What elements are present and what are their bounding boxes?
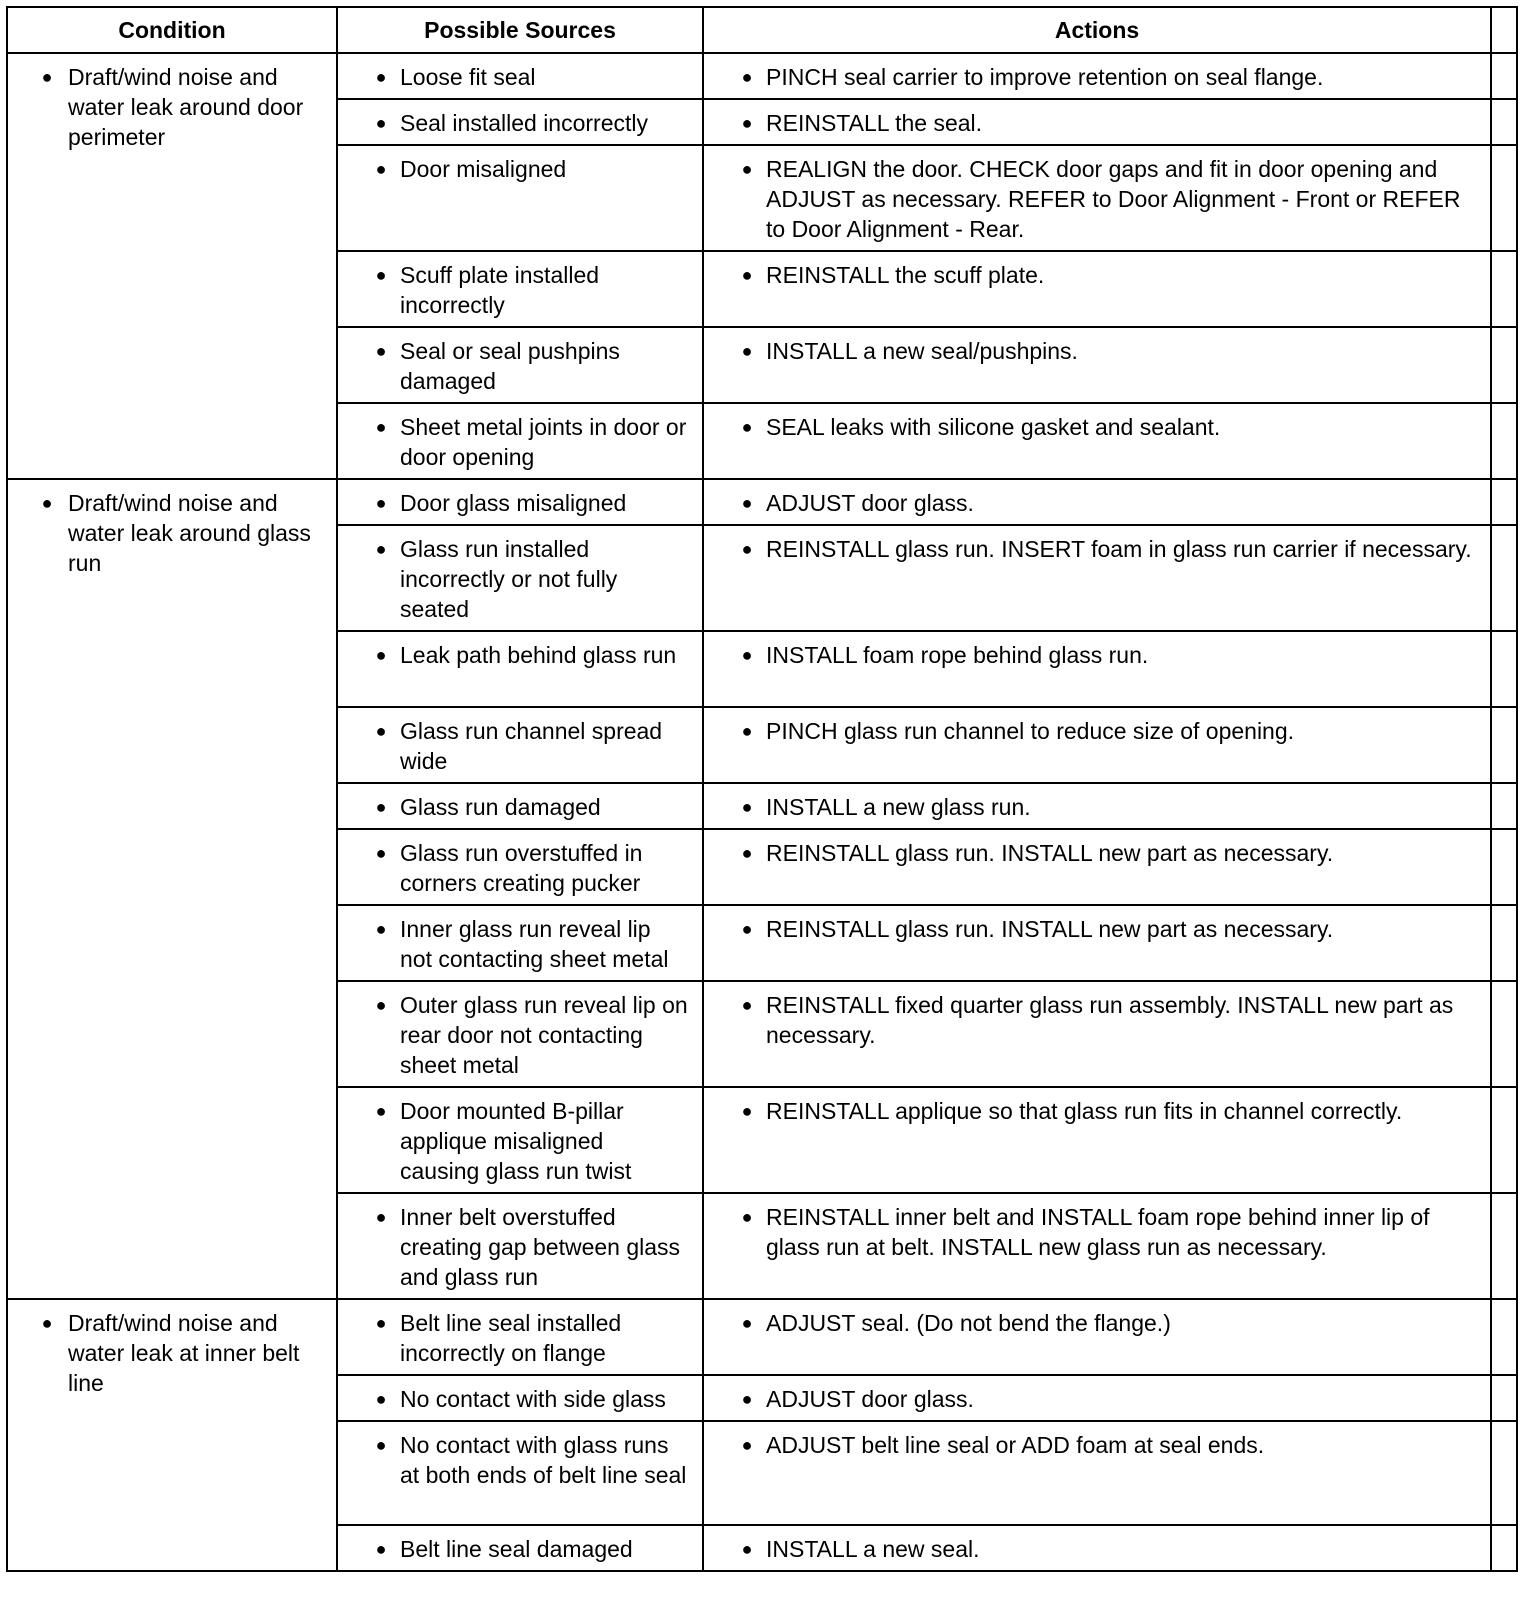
bullet-icon: ● bbox=[741, 919, 753, 939]
action-cell bbox=[703, 525, 1491, 631]
blank-cell bbox=[1491, 707, 1517, 783]
action-cell bbox=[703, 403, 1491, 479]
bullet-icon: ● bbox=[375, 1539, 387, 1559]
source-text: Glass run damaged bbox=[400, 794, 601, 820]
action-item bbox=[704, 838, 1476, 868]
bullet-icon: ● bbox=[741, 1207, 753, 1227]
action-item bbox=[704, 990, 1476, 1050]
source-item bbox=[338, 1096, 688, 1186]
action-text: SEAL leaks with silicone gasket and sealant. bbox=[766, 414, 1221, 440]
action-text: INSTALL a new seal. bbox=[766, 1536, 980, 1562]
action-cell bbox=[703, 707, 1491, 783]
bullet-icon: ● bbox=[375, 159, 387, 179]
action-item bbox=[704, 1308, 1476, 1338]
action-text: ADJUST door glass. bbox=[766, 490, 974, 516]
bullet-icon: ● bbox=[375, 493, 387, 513]
action-text: ADJUST belt line seal or ADD foam at seal ends. bbox=[766, 1432, 1265, 1458]
action-text: INSTALL a new glass run. bbox=[766, 794, 1031, 820]
action-cell bbox=[703, 1299, 1491, 1375]
action-text: REINSTALL applique so that glass run fits in channel correctly. bbox=[766, 1098, 1403, 1124]
bullet-icon: ● bbox=[375, 1313, 387, 1333]
source-cell bbox=[337, 479, 703, 525]
source-cell bbox=[337, 829, 703, 905]
condition-text: Draft/wind noise and water leak around glass run bbox=[68, 490, 311, 576]
source-text: Glass run installed incorrectly or not fully seated bbox=[400, 536, 618, 622]
bullet-icon: ● bbox=[741, 113, 753, 133]
bullet-icon: ● bbox=[375, 721, 387, 741]
source-text: Belt line seal damaged bbox=[400, 1536, 633, 1562]
source-item bbox=[338, 640, 688, 670]
blank-cell bbox=[1491, 479, 1517, 525]
bullet-icon: ● bbox=[741, 721, 753, 741]
action-item bbox=[704, 154, 1476, 244]
source-cell bbox=[337, 1375, 703, 1421]
action-item bbox=[704, 108, 1476, 138]
source-text: Belt line seal installed incorrectly on flange bbox=[400, 1310, 622, 1366]
source-text: Scuff plate installed incorrectly bbox=[400, 262, 600, 318]
action-cell bbox=[703, 981, 1491, 1087]
table-row bbox=[7, 479, 1517, 525]
blank-cell bbox=[1491, 1193, 1517, 1299]
blank-cell bbox=[1491, 1525, 1517, 1571]
header-possible-sources: Possible Sources bbox=[337, 7, 703, 53]
blank-cell bbox=[1491, 53, 1517, 99]
bullet-icon: ● bbox=[375, 1435, 387, 1455]
source-item bbox=[338, 990, 688, 1080]
action-cell bbox=[703, 1193, 1491, 1299]
bullet-icon: ● bbox=[375, 1101, 387, 1121]
blank-cell bbox=[1491, 327, 1517, 403]
condition-cell bbox=[7, 1299, 337, 1571]
action-item bbox=[704, 640, 1476, 670]
source-text: Leak path behind glass run bbox=[400, 642, 677, 668]
bullet-icon: ● bbox=[375, 1389, 387, 1409]
action-text: PINCH seal carrier to improve retention on seal flange. bbox=[766, 64, 1324, 90]
bullet-icon: ● bbox=[375, 67, 387, 87]
source-cell bbox=[337, 905, 703, 981]
action-cell bbox=[703, 479, 1491, 525]
source-cell bbox=[337, 145, 703, 251]
source-cell bbox=[337, 783, 703, 829]
blank-cell bbox=[1491, 403, 1517, 479]
bullet-icon: ● bbox=[375, 843, 387, 863]
header-condition: Condition bbox=[7, 7, 337, 53]
action-item bbox=[704, 1096, 1476, 1126]
action-item bbox=[704, 336, 1476, 366]
source-text: Inner belt overstuffed creating gap between glass and glass run bbox=[400, 1204, 681, 1290]
action-item bbox=[704, 914, 1476, 944]
action-cell bbox=[703, 327, 1491, 403]
source-cell bbox=[337, 1299, 703, 1375]
bullet-icon: ● bbox=[41, 1313, 53, 1333]
bullet-icon: ● bbox=[375, 919, 387, 939]
blank-cell bbox=[1491, 1375, 1517, 1421]
source-text: Door mounted B-pillar applique misaligned causing glass run twist bbox=[400, 1098, 632, 1184]
action-cell bbox=[703, 1087, 1491, 1193]
blank-cell bbox=[1491, 981, 1517, 1087]
action-cell bbox=[703, 783, 1491, 829]
source-cell bbox=[337, 1193, 703, 1299]
action-cell bbox=[703, 53, 1491, 99]
table-row bbox=[7, 1299, 1517, 1375]
source-cell bbox=[337, 707, 703, 783]
blank-cell bbox=[1491, 1299, 1517, 1375]
action-item bbox=[704, 62, 1476, 92]
bullet-icon: ● bbox=[375, 645, 387, 665]
bullet-icon: ● bbox=[741, 797, 753, 817]
action-item bbox=[704, 1534, 1476, 1564]
source-text: Door misaligned bbox=[400, 156, 567, 182]
source-cell bbox=[337, 525, 703, 631]
condition-item bbox=[8, 62, 322, 152]
source-item bbox=[338, 336, 688, 396]
action-text: PINCH glass run channel to reduce size of opening. bbox=[766, 718, 1295, 744]
source-text: Seal installed incorrectly bbox=[400, 110, 649, 136]
bullet-icon: ● bbox=[741, 159, 753, 179]
header-actions: Actions bbox=[703, 7, 1491, 53]
bullet-icon: ● bbox=[741, 1313, 753, 1333]
bullet-icon: ● bbox=[741, 1539, 753, 1559]
bullet-icon: ● bbox=[741, 67, 753, 87]
action-item bbox=[704, 716, 1476, 746]
source-text: Outer glass run reveal lip on rear door not contacting sheet metal bbox=[400, 992, 688, 1078]
source-item bbox=[338, 260, 688, 320]
source-text: No contact with glass runs at both ends of belt line seal bbox=[400, 1432, 687, 1488]
source-cell bbox=[337, 53, 703, 99]
header-blank bbox=[1491, 7, 1517, 53]
action-cell bbox=[703, 1375, 1491, 1421]
action-item bbox=[704, 412, 1476, 442]
source-text: Glass run overstuffed in corners creating pucker bbox=[400, 840, 643, 896]
action-cell bbox=[703, 631, 1491, 707]
bullet-icon: ● bbox=[375, 797, 387, 817]
source-text: No contact with side glass bbox=[400, 1386, 666, 1412]
source-text: Sheet metal joints in door or door opening bbox=[400, 414, 687, 470]
action-text: ADJUST seal. (Do not bend the flange.) bbox=[766, 1310, 1171, 1336]
bullet-icon: ● bbox=[375, 417, 387, 437]
action-cell bbox=[703, 251, 1491, 327]
source-item bbox=[338, 62, 688, 92]
diagnosis-table-container bbox=[6, 6, 1518, 1572]
condition-text: Draft/wind noise and water leak at inner belt line bbox=[68, 1310, 300, 1396]
bullet-icon: ● bbox=[41, 67, 53, 87]
bullet-icon: ● bbox=[741, 539, 753, 559]
source-item bbox=[338, 1308, 688, 1368]
bullet-icon: ● bbox=[741, 341, 753, 361]
blank-cell bbox=[1491, 251, 1517, 327]
bullet-icon: ● bbox=[741, 645, 753, 665]
table-row bbox=[7, 53, 1517, 99]
source-item bbox=[338, 914, 688, 974]
blank-cell bbox=[1491, 631, 1517, 707]
table-body bbox=[7, 53, 1517, 1571]
source-item bbox=[338, 488, 688, 518]
action-item bbox=[704, 534, 1476, 564]
action-text: REALIGN the door. CHECK door gaps and fit in door opening and ADJUST as necessary. REFER to Door Alignment - Front or REFER to Door Alignment - Rear. bbox=[766, 156, 1461, 242]
source-item bbox=[338, 1534, 688, 1564]
header-row bbox=[7, 7, 1517, 53]
source-cell bbox=[337, 99, 703, 145]
action-item bbox=[704, 260, 1476, 290]
source-cell bbox=[337, 1421, 703, 1525]
action-item bbox=[704, 488, 1476, 518]
action-text: REINSTALL glass run. INSTALL new part as necessary. bbox=[766, 840, 1334, 866]
source-cell bbox=[337, 631, 703, 707]
source-text: Loose fit seal bbox=[400, 64, 536, 90]
source-text: Glass run channel spread wide bbox=[400, 718, 663, 774]
blank-cell bbox=[1491, 905, 1517, 981]
source-cell bbox=[337, 251, 703, 327]
action-text: REINSTALL inner belt and INSTALL foam rope behind inner lip of glass run at belt. INSTALL new glass run as necessary. bbox=[766, 1204, 1430, 1260]
bullet-icon: ● bbox=[375, 995, 387, 1015]
condition-item bbox=[8, 488, 322, 578]
source-cell bbox=[337, 1525, 703, 1571]
action-item bbox=[704, 792, 1476, 822]
action-text: REINSTALL the scuff plate. bbox=[766, 262, 1045, 288]
blank-cell bbox=[1491, 145, 1517, 251]
condition-cell bbox=[7, 53, 337, 479]
bullet-icon: ● bbox=[375, 539, 387, 559]
condition-cell bbox=[7, 479, 337, 1299]
condition-item bbox=[8, 1308, 322, 1398]
diagnosis-table bbox=[6, 6, 1518, 1572]
action-item bbox=[704, 1384, 1476, 1414]
source-item bbox=[338, 534, 688, 624]
action-cell bbox=[703, 1525, 1491, 1571]
bullet-icon: ● bbox=[741, 1101, 753, 1121]
blank-cell bbox=[1491, 1087, 1517, 1193]
condition-text: Draft/wind noise and water leak around door perimeter bbox=[68, 64, 304, 150]
bullet-icon: ● bbox=[375, 1207, 387, 1227]
action-cell bbox=[703, 1421, 1491, 1525]
action-text: REINSTALL the seal. bbox=[766, 110, 983, 136]
bullet-icon: ● bbox=[741, 265, 753, 285]
action-cell bbox=[703, 99, 1491, 145]
bullet-icon: ● bbox=[375, 113, 387, 133]
source-item bbox=[338, 108, 688, 138]
action-text: ADJUST door glass. bbox=[766, 1386, 974, 1412]
blank-cell bbox=[1491, 1421, 1517, 1525]
source-text: Seal or seal pushpins damaged bbox=[400, 338, 620, 394]
source-item bbox=[338, 154, 688, 184]
action-item bbox=[704, 1430, 1476, 1460]
source-item bbox=[338, 412, 688, 472]
source-item bbox=[338, 1202, 688, 1292]
action-text: INSTALL a new seal/pushpins. bbox=[766, 338, 1078, 364]
action-cell bbox=[703, 145, 1491, 251]
source-cell bbox=[337, 403, 703, 479]
source-cell bbox=[337, 981, 703, 1087]
source-item bbox=[338, 1384, 688, 1414]
blank-cell bbox=[1491, 525, 1517, 631]
bullet-icon: ● bbox=[41, 493, 53, 513]
action-item bbox=[704, 1202, 1476, 1262]
action-text: REINSTALL fixed quarter glass run assembly. INSTALL new part as necessary. bbox=[766, 992, 1454, 1048]
blank-cell bbox=[1491, 829, 1517, 905]
bullet-icon: ● bbox=[741, 493, 753, 513]
bullet-icon: ● bbox=[741, 1435, 753, 1455]
bullet-icon: ● bbox=[741, 417, 753, 437]
action-text: REINSTALL glass run. INSTALL new part as necessary. bbox=[766, 916, 1334, 942]
source-text: Inner glass run reveal lip not contacting sheet metal bbox=[400, 916, 669, 972]
action-text: INSTALL foam rope behind glass run. bbox=[766, 642, 1149, 668]
action-cell bbox=[703, 905, 1491, 981]
bullet-icon: ● bbox=[375, 341, 387, 361]
bullet-icon: ● bbox=[741, 995, 753, 1015]
source-item bbox=[338, 716, 688, 776]
action-cell bbox=[703, 829, 1491, 905]
source-text: Door glass misaligned bbox=[400, 490, 627, 516]
bullet-icon: ● bbox=[741, 843, 753, 863]
source-cell bbox=[337, 1087, 703, 1193]
bullet-icon: ● bbox=[741, 1389, 753, 1409]
source-item bbox=[338, 1430, 688, 1490]
source-item bbox=[338, 838, 688, 898]
blank-cell bbox=[1491, 783, 1517, 829]
source-cell bbox=[337, 327, 703, 403]
action-text: REINSTALL glass run. INSERT foam in glass run carrier if necessary. bbox=[766, 536, 1472, 562]
blank-cell bbox=[1491, 99, 1517, 145]
bullet-icon: ● bbox=[375, 265, 387, 285]
source-item bbox=[338, 792, 688, 822]
